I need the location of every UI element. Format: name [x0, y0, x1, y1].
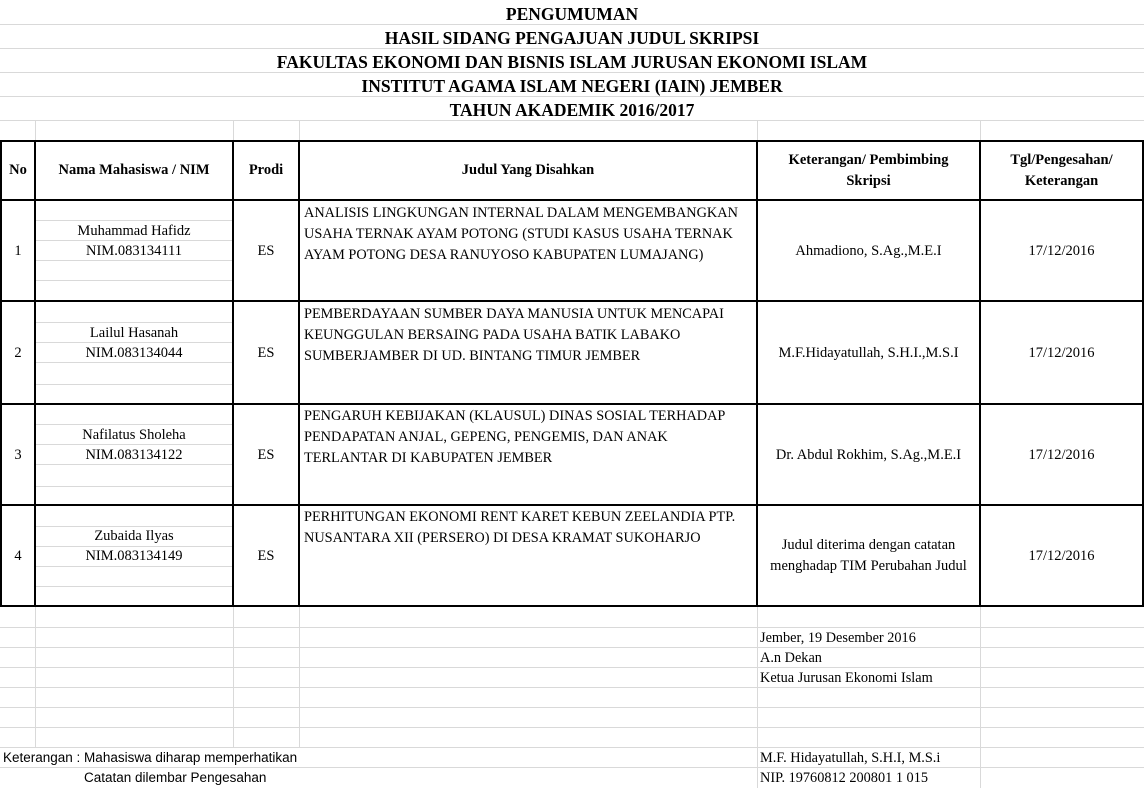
- row-1-no: 1: [14, 242, 22, 259]
- row-4-no: 4: [14, 547, 22, 564]
- title-pengumuman: PENGUMUMAN: [505, 4, 639, 24]
- row-1-keterangan: Ahmadiono, S.Ag.,M.E.I: [795, 242, 942, 259]
- signature-name: M.F. Hidayatullah, S.H.I, M.S.i: [760, 750, 941, 766]
- note-keterangan: Keterangan : Mahasiswa diharap memperhatikan: [3, 750, 298, 765]
- column-header-judul: Judul Yang Disahkan: [461, 162, 595, 178]
- note-catatan: Catatan dilembar Pengesahan: [84, 770, 267, 785]
- row-3-nama: Nafilatus Sholeha: [82, 427, 186, 443]
- column-header-no: No: [9, 162, 27, 178]
- row-1-judul: ANALISIS LINGKUNGAN INTERNAL DALAM MENGEMBANGKAN USAHA TERNAK AYAM POTONG (STUDI KASUS USAHA TERNAK AYAM POTONG DESA RANUYOSO KABUPATEN LUMAJANG): [304, 205, 738, 263]
- row-4-keterangan: Judul diterima dengan catatan menghadap TIM Perubahan Judul: [770, 536, 967, 574]
- row-2-nama: Lailul Hasanah: [89, 325, 179, 341]
- row-4-tgl: 17/12/2016: [1028, 547, 1095, 564]
- row-4-judul: PERHITUNGAN EKONOMI RENT KARET KEBUN ZEELANDIA PTP. NUSANTARA XII (PERSERO) DI DESA KRAMAT SUKOHARJO: [304, 509, 736, 546]
- row-2-keterangan: M.F.Hidayatullah, S.H.I.,M.S.I: [778, 344, 959, 361]
- column-header-nama: Nama Mahasiswa / NIM: [58, 162, 210, 178]
- column-header-tgl: Tgl/Pengesahan/ Keterangan: [1010, 151, 1113, 189]
- title-hasil-sidang: HASIL SIDANG PENGAJUAN JUDUL SKRIPSI: [384, 28, 760, 48]
- row-3-nim: NIM.083134122: [85, 447, 183, 463]
- row-2-judul: PEMBERDAYAAN SUMBER DAYA MANUSIA UNTUK MENCAPAI KEUNGGULAN BERSAING PADA USAHA BATIK LABAKO SUMBERJAMBER DI UD. BINTANG TIMUR JEMBER: [304, 306, 724, 364]
- signature-position: Ketua Jurusan Ekonomi Islam: [760, 670, 933, 686]
- row-1-prodi: ES: [257, 242, 275, 259]
- row-4-prodi: ES: [257, 547, 275, 564]
- signature-an-dekan: A.n Dekan: [760, 650, 822, 666]
- row-3-keterangan: Dr. Abdul Rokhim, S.Ag.,M.E.I: [775, 446, 962, 463]
- title-fakultas: FAKULTAS EKONOMI DAN BISNIS ISLAM JURUSAN EKONOMI ISLAM: [276, 52, 868, 72]
- row-3-tgl: 17/12/2016: [1028, 446, 1095, 463]
- row-3-no: 3: [14, 446, 22, 463]
- column-header-keterangan: Keterangan/ Pembimbing Skripsi: [788, 151, 949, 189]
- title-institut: INSTITUT AGAMA ISLAM NEGERI (IAIN) JEMBER: [361, 76, 783, 96]
- row-1-tgl: 17/12/2016: [1028, 242, 1095, 259]
- row-1-nama: Muhammad Hafidz: [77, 223, 191, 239]
- row-4-nim: NIM.083134149: [85, 548, 183, 564]
- row-2-nim: NIM.083134044: [85, 345, 183, 361]
- signature-place-date: Jember, 19 Desember 2016: [760, 630, 916, 646]
- row-1-nim: NIM.083134111: [86, 243, 182, 259]
- signature-nip: NIP. 19760812 200801 1 015: [760, 770, 928, 786]
- row-3-prodi: ES: [257, 446, 275, 463]
- row-2-no: 2: [14, 344, 22, 361]
- row-2-prodi: ES: [257, 344, 275, 361]
- row-3-judul: PENGARUH KEBIJAKAN (KLAUSUL) DINAS SOSIAL TERHADAP PENDAPATAN ANJAL, GEPENG, PENGEMIS, DAN ANAK TERLANTAR DI KABUPATEN JEMBER: [304, 408, 726, 466]
- row-4-nama: Zubaida Ilyas: [94, 528, 174, 544]
- column-header-prodi: Prodi: [248, 162, 284, 178]
- title-tahun-akademik: TAHUN AKADEMIK 2016/2017: [449, 100, 695, 120]
- row-2-tgl: 17/12/2016: [1028, 344, 1095, 361]
